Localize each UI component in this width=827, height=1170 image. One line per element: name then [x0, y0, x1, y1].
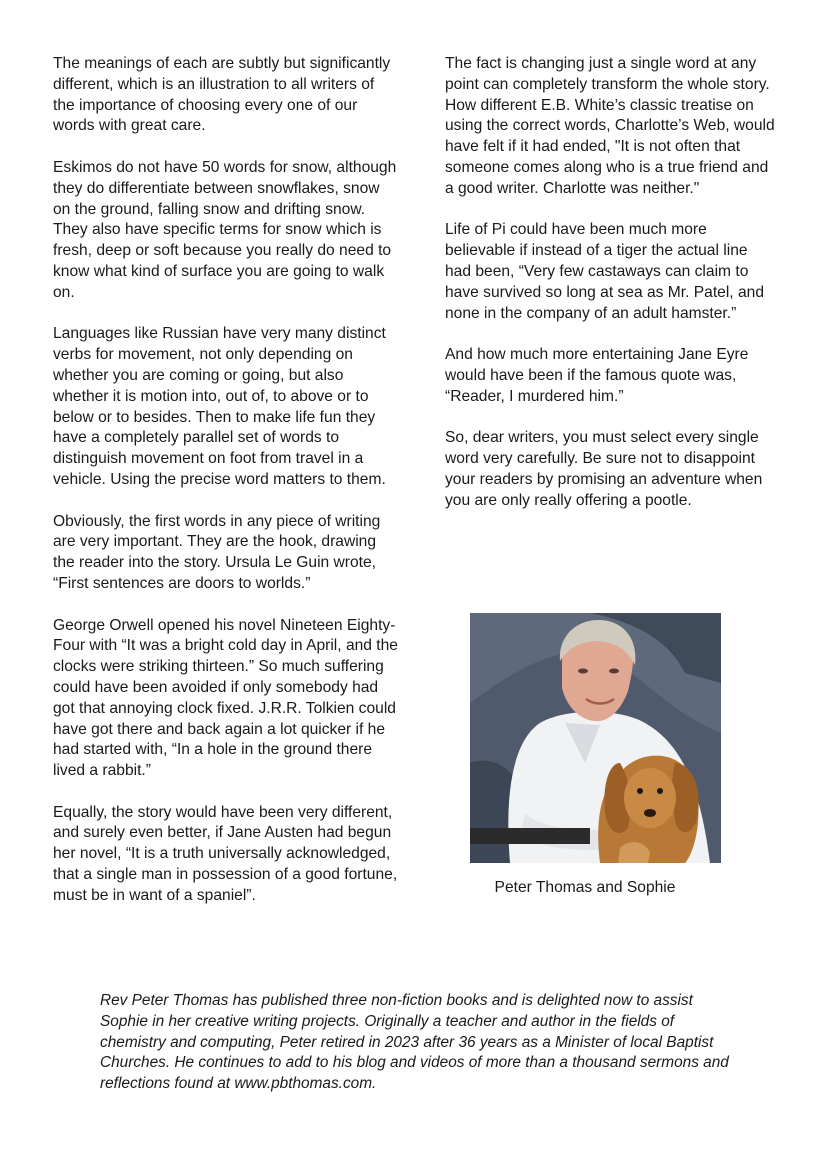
dog-nose — [644, 809, 656, 817]
paragraph: Languages like Russian have very many distinct verbs for movement, not only depending on whether you are coming or going, but also whether it is motion into, out of, to above or to below or to besides. Then to make life fun they have a completely parallel set of words to distinguish movement on foot from travel in a vehicle. Using the precise word matters to them. — [53, 325, 386, 488]
left-column — [53, 54, 398, 927]
paragraph: The meanings of each are subtly but significantly different, which is an illustration to all writers of the importance of choosing every one of our words with great care. — [53, 55, 391, 135]
eye — [578, 669, 588, 674]
photo-caption: Peter Thomas and Sophie — [494, 879, 676, 896]
author-photo — [470, 613, 721, 863]
dog-eye — [657, 788, 663, 794]
right-column — [445, 54, 775, 532]
author-bio: Rev Peter Thomas has published three non-fiction books and is delighted now to assist Sophie in her creative writing projects. Originally a teacher and author in the fields of chemistry and computing, Peter retired in 2023 after 36 years as a Minister of local Baptist Churches. He continues to add to his blog and videos of more than a thousand sermons and reflections found at www.pbthomas.com. — [100, 992, 729, 1093]
paragraph: So, dear writers, you must select every single word very carefully. Be sure not to disappoint your readers by promising an adventure when you are only really offering a pootle. — [445, 429, 763, 509]
paragraph: Equally, the story would have been very different, and surely even better, if Jane Austen had begun her novel, “It is a truth universally acknowledged, that a single man in possession of a good fortune, must be in want of a spaniel”. — [53, 803, 398, 904]
dog-face — [624, 768, 676, 828]
belt — [470, 828, 590, 844]
photo-illustration — [470, 613, 721, 863]
paragraph: Obviously, the first words in any piece of writing are very important. They are the hook, drawing the reader into the story. Ursula Le Guin wrote, “First sentences are doors to worlds.” — [53, 512, 381, 592]
paragraph: And how much more entertaining Jane Eyre would have been if the famous quote was, “Reader, I murdered him.” — [445, 346, 749, 405]
paragraph: Life of Pi could have been much more believable if instead of a tiger the actual line had been, “Very few castaways can claim to have survived so long at sea as Mr. Patel, and none in the company of an adult hamster.” — [445, 221, 764, 322]
eye — [609, 669, 619, 674]
dog-eye — [637, 788, 643, 794]
paragraph: George Orwell opened his novel Nineteen Eighty-Four with “It was a bright cold day in April, and the clocks were striking thirteen.” So much suffering could have been avoided if only somebody had got that annoying clock fixed. J.R.R. Tolkien could have got there and back again a lot quicker if he had started with, “In a hole in the ground there lived a rabbit.” — [53, 616, 398, 780]
paragraph: Eskimos do not have 50 words for snow, although they do differentiate between snowflakes, snow on the ground, falling snow and drifting snow. They also have specific terms for snow which is fresh, deep or soft because you really do need to know what kind of surface you are going to walk on. — [53, 158, 397, 301]
paragraph: The fact is changing just a single word at any point can completely transform the whole story. How different E.B. White’s classic treatise on using the correct words, Charlotte’s Web, would have felt if it had ended, "It is not often that someone comes along who is a true friend and a good writer. Charlotte was neither." — [445, 55, 775, 197]
